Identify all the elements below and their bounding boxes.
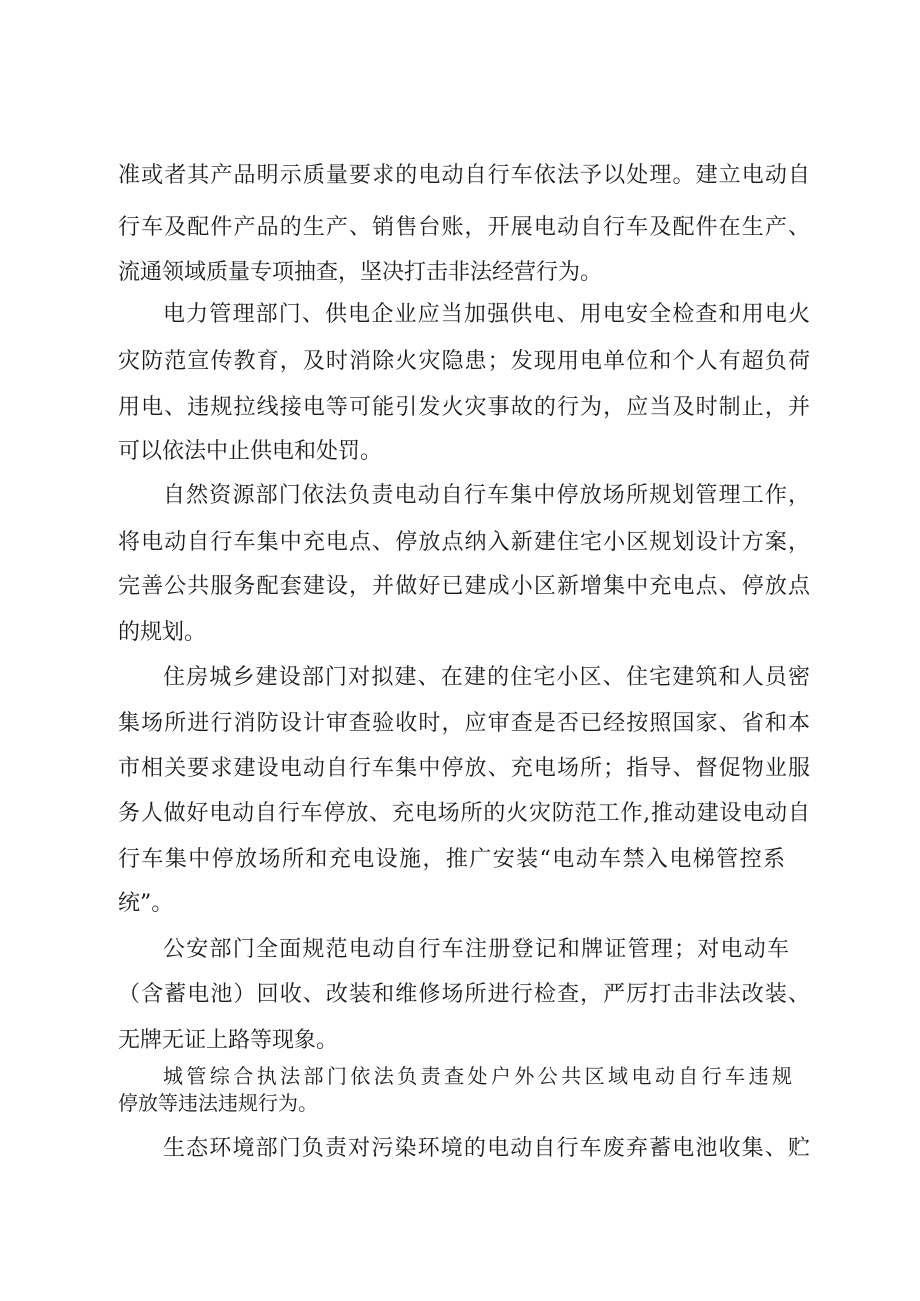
- paragraph-3-line-1: 自然资源部门依法负责电动自行车集中停放场所规划管理工作，: [163, 483, 810, 508]
- paragraph-3-line-4: 的规划。: [118, 620, 207, 645]
- paragraph-2-line-1: 电力管理部门、供电企业应当加强供电、用电安全检查和用电火: [163, 302, 810, 327]
- paragraph-6-line-1: 城管综合执法部门依法负责查处户外公共区域电动自行车违规: [163, 1064, 792, 1088]
- paragraph-3-line-2: 将电动自行车集中充电点、停放点纳入新建住宅小区规划设计方案，: [118, 530, 810, 555]
- paragraph-4-line-3: 市相关要求建设电动自行车集中停放、充电场所；指导、督促物业服: [118, 756, 810, 781]
- paragraph-2-line-4: 可以依法中止供电和处罚。: [118, 439, 383, 464]
- paragraph-4-line-6: 统”。: [118, 891, 174, 916]
- paragraph-1-line-1: 准或者其产品明示质量要求的电动自行车依法予以处理。建立电动自: [118, 163, 810, 188]
- paragraph-7-line-1: 生态环境部门负责对污染环境的电动自行车废弃蓄电池收集、贮: [163, 1136, 810, 1161]
- paragraph-5-line-1: 公安部门全面规范电动自行车注册登记和牌证管理；对电动车: [163, 937, 789, 962]
- paragraph-5-line-2: （含蓄电池）回收、改装和维修场所进行检查，严厉打击非法改装、: [118, 982, 810, 1007]
- paragraph-6-line-2: 停放等违法违规行为。: [118, 1091, 318, 1115]
- paragraph-4-line-2: 集场所进行消防设计审查验收时，应审查是否已经按照国家、省和本: [118, 711, 810, 736]
- paragraph-4-line-1: 住房城乡建设部门对拟建、在建的住宅小区、住宅建筑和人员密: [163, 665, 810, 690]
- paragraph-3-line-3: 完善公共服务配套建设，并做好已建成小区新增集中充电点、停放点: [118, 574, 810, 599]
- paragraph-4-line-5: 行车集中停放场所和充电设施，推广安装“电动车禁入电梯管控系: [118, 847, 785, 872]
- paragraph-1-line-2: 行车及配件产品的生产、销售台账，开展电动自行车及配件在生产、: [118, 215, 810, 240]
- paragraph-5-line-3: 无牌无证上路等现象。: [118, 1028, 339, 1053]
- paragraph-2-line-2: 灾防范宣传教育，及时消除火灾隐患；发现用电单位和个人有超负荷: [118, 349, 810, 374]
- paragraph-2-line-3: 用电、违规拉线接电等可能引发火灾事故的行为，应当及时制止，并: [118, 395, 810, 420]
- paragraph-1-line-3: 流通领域质量专项抽查，坚决打击非法经营行为。: [118, 260, 603, 285]
- paragraph-4-line-4: 务人做好电动自行车停放、充电场所的火灾防范工作,推动建设电动自: [118, 801, 810, 826]
